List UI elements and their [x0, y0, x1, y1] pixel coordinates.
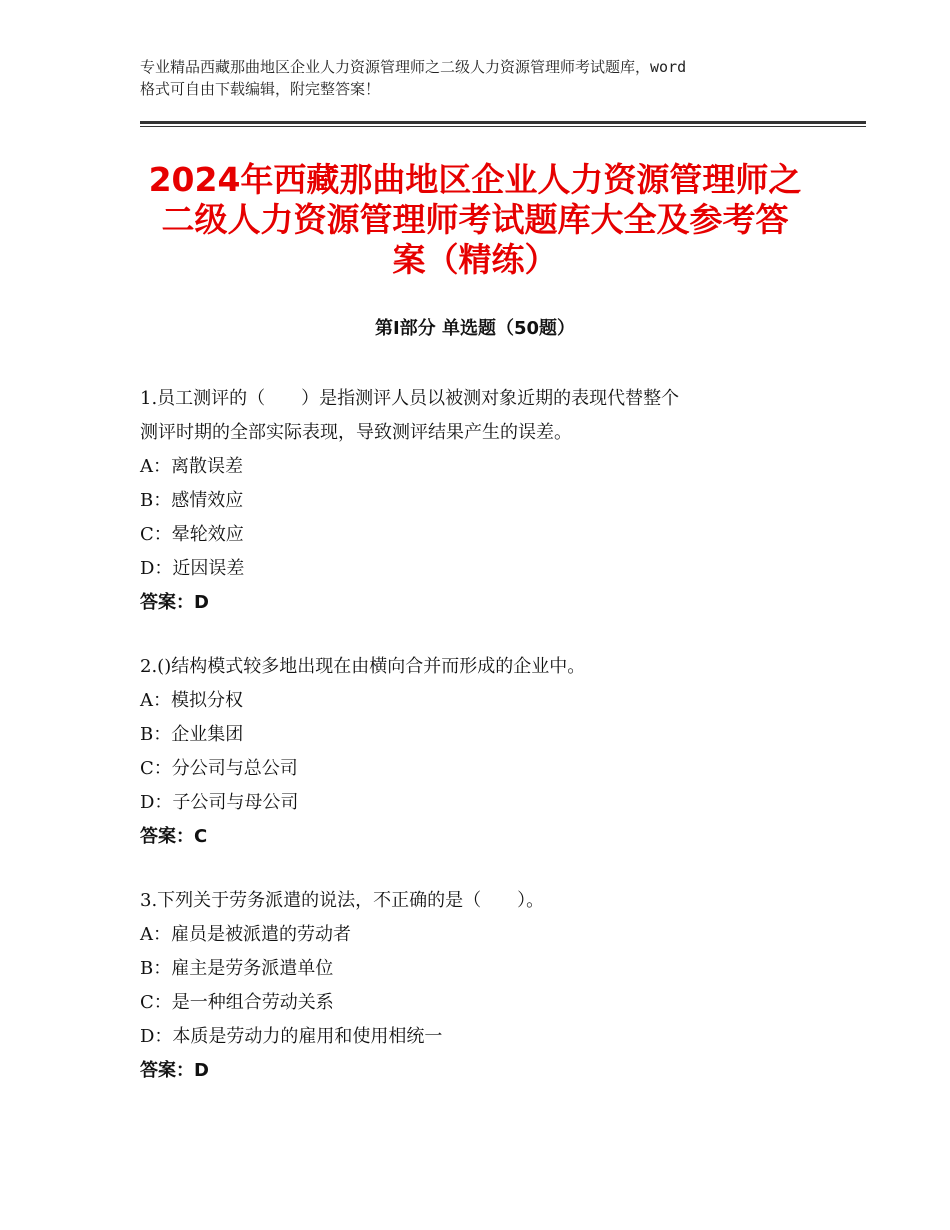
- option-a: A：模拟分权: [140, 690, 243, 711]
- header-note-line-2: 格式可自由下载编辑，附完整答案！: [140, 80, 381, 98]
- question-stem-line: 测评时期的全部实际表现，导致测评结果产生的误差。: [140, 422, 572, 443]
- option-c: C：晕轮效应: [140, 524, 244, 545]
- question-3: [140, 884, 820, 1088]
- header-note-line-1: 专业精品西藏那曲地区企业人力资源管理师之二级人力资源管理师考试题库，word: [140, 58, 687, 76]
- option-a: A：离散误差: [140, 456, 243, 477]
- question-stem-line: 2.()结构模式较多地出现在由横向合并而形成的企业中。: [140, 656, 586, 677]
- section-heading: 第Ⅰ部分 单选题（50题）: [374, 318, 575, 339]
- option-d: D：子公司与母公司: [140, 792, 299, 813]
- question-stem-line: 3.下列关于劳务派遣的说法，不正确的是（ ）。: [140, 890, 545, 911]
- question-2: [140, 650, 820, 854]
- answer: 答案：D: [140, 1060, 209, 1081]
- question-stem-line: 1.员工测评的（ ）是指测评人员以被测对象近期的表现代替整个: [140, 388, 680, 409]
- option-c: C：分公司与总公司: [140, 758, 298, 779]
- option-d: D：近因误差: [140, 558, 245, 579]
- document-title-line-1: 2024年西藏那曲地区企业人力资源管理师之: [148, 160, 802, 199]
- answer: 答案：C: [140, 826, 208, 847]
- option-b: B：感情效应: [140, 490, 244, 511]
- header-divider-thin: [140, 126, 866, 127]
- question-1: [140, 382, 820, 620]
- document-title: [130, 160, 820, 280]
- question-list: [140, 382, 820, 1118]
- option-b: B：企业集团: [140, 724, 244, 745]
- answer: 答案：D: [140, 592, 209, 613]
- header-note: [140, 56, 830, 100]
- document-title-line-3: 案（精练）: [392, 240, 558, 279]
- header-divider-thick: [140, 121, 866, 124]
- option-c: C：是一种组合劳动关系: [140, 992, 334, 1013]
- option-b: B：雇主是劳务派遣单位: [140, 958, 334, 979]
- option-a: A：雇员是被派遣的劳动者: [140, 924, 351, 945]
- document-title-line-2: 二级人力资源管理师考试题库大全及参考答: [161, 200, 789, 239]
- option-d: D：本质是劳动力的雇用和使用相统一: [140, 1026, 443, 1047]
